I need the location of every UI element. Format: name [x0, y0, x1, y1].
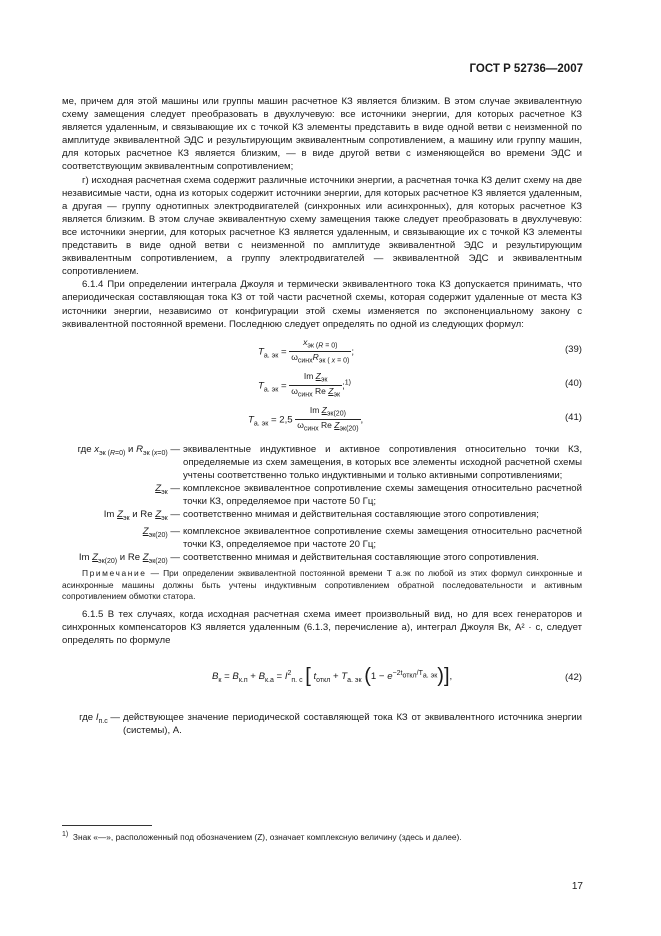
definition-item: $Z_{эк}$ — комплексное эквивалентное сопротивление схемы замещения относительно расчетной точки КЗ, определяемое при частоте 50 Гц; [155, 482, 582, 508]
note [62, 568, 582, 602]
definition-item: $Z_{эк(20)}$ — комплексное эквивалентное сопротивление схемы замещения относительно расчетной точки КЗ, определяемое при частоте 20 Гц; [142, 526, 582, 551]
equation-41-number: (41) [564, 411, 582, 423]
footnote-divider [62, 825, 152, 826]
definition-list [62, 443, 582, 569]
note-text: — При определении эквивалентной постоянной времени T а.эк по любой из этих формул синхронные и асинхронные машины должны быть учтены индуктивным сопротивлением обратной последовательности и активным сопротивлением обмотки статора. [62, 568, 582, 601]
definition-item: Im $Z_{эк}$ и Re $Z_{эк}$ — соответственно мнимая и действительная составляющие этого сопротивления; [103, 509, 539, 523]
equation-40-number: (40) [564, 377, 582, 389]
equation-39: $T_{а. эк}$ = $\frac{x_{эк (R = 0)}}{\omega_{синх}R_{эк ( x = 0)}}$ ; (39) [258, 336, 582, 366]
footnote: $^{1)}$ Знак «—», расположенный под обозначением (Z), означает комплексную величину (здесь и далее). [62, 831, 462, 842]
paragraph-4: 6.1.5 В тех случаях, когда исходная расчетная схема имеет произвольный вид, но для всех генераторов и синхронных компенсаторов КЗ является удаленным (6.1.3, перечисление а), интеграл Джоуля Bк, А² · с, следует определять по формуле [62, 608, 582, 647]
document-header: ГОСТ Р 52736—2007 [469, 63, 583, 75]
paragraph-2: г) исходная расчетная схема содержит различные источники энергии, а расчетная точка КЗ делит схему на две независимые части, одна из которых содержит источники энергии, для которых расчетное КЗ является удаленным, а другая — группу однотипных электродвигателей (синхронных или асинхронных), для которых расчетное КЗ является близким. В этом случае эквивалентную схему замещения также следует преобразовать в двухлучевую: все источники энергии, для которых расчетное КЗ является удаленным, и связывающие их с точкой КЗ элементы представить в виде одной ветви с неизменной по амплитуде эквивалентной ЭДС и результирующим эквивалентным сопротивлением, а группу электродвигателей — эквивалентной ЭДС и эквивалентным сопротивлением. [62, 174, 582, 278]
equation-41: $T_{а. эк} = 2,5$ $\frac{Im Z_{эк(20)}}{\omega_{синх} Re Z_{эк(20)}}$ , (41) [248, 404, 582, 434]
paragraph-3: 6.1.4 При определении интеграла Джоуля и термически эквивалентного тока КЗ допускается принимать, что апериодическая составляющая тока КЗ от той части расчетной схемы, которая содержит удаленные от места КЗ источники энергии, независимо от конфигурации этой схемы изменяется по экспоненциальному закону с эквивалентной постоянной времени. Последнюю следует определять по одной из следующих формул: [62, 279, 582, 330]
note-label: Примечание [82, 568, 147, 579]
page-body [62, 95, 582, 737]
equation-39-number: (39) [564, 343, 582, 355]
definition-item-42: где $I_{п.с}$ — действующее значение периодической составляющей тока КЗ от эквивалентного источника энергии (системы), А. [79, 712, 582, 737]
paragraph-1: ме, причем для этой машины или группы машин расчетное КЗ является близким. В этом случае эквивалентную схему замещения следует преобразовать в двухлучевую: все источники энергии, для которых расчетное КЗ является удаленным, и связывающие их с точкой КЗ элементы представить в виде одной ветви с неизменной по амплитуде эквивалентной ЭДС и результирующим эквивалентным сопротивлением, а машину или группу машин, для которых расчетное КЗ является близким, — в виде другой ветви с изменяющейся во времени ЭДС и соответствующим эквивалентным сопротивлением; [62, 96, 582, 173]
equation-40: $T_{а. эк}$ = $\frac{Im Z_{эк}}{\omega_{синх} Re Z_{эк}}$ ;$^{1)}$ (40) [258, 370, 582, 400]
definition-item: Im $Z_{эк(20)}$ и Re $Z_{эк(20)}$ — соответственно мнимая и действительная составляющие этого сопротивления. [78, 552, 539, 566]
page-number: 17 [571, 881, 583, 892]
equation-42-number: (42) [564, 672, 582, 684]
equation-42: $B_к = B_{к.п} + B_{к.а} = I^2_{п. с}$ [ $t_{откл} + T_{а. эк}$ $(1 - e^{-2t_{откл}/T_{а. эк}})$], (42) [212, 665, 582, 688]
definition-item: где $x_{эк (R=0)}$ и $R_{эк (x=0)}$ — эквивалентные индуктивное и активное сопротивления относительно точки КЗ, определяемые из схем замещения, в которых все элементы исходной расчетной схемы учтены соответственно только индуктивными и только активными сопротивлениями; [77, 443, 582, 481]
